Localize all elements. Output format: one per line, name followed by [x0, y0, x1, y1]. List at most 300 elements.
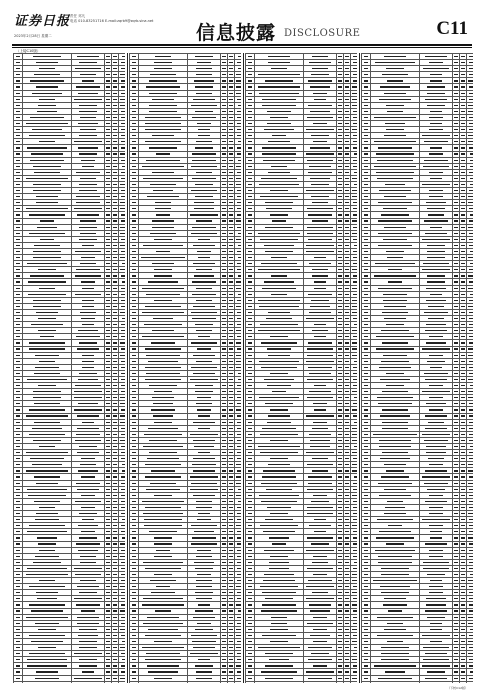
- illegible-text: [121, 568, 125, 569]
- illegible-text: [260, 586, 298, 587]
- illegible-text: [106, 178, 110, 179]
- illegible-text: [74, 568, 102, 569]
- illegible-text: [122, 470, 125, 471]
- illegible-text: [352, 434, 357, 435]
- illegible-text: [78, 470, 98, 471]
- illegible-text: [36, 202, 58, 203]
- illegible-text: [16, 604, 21, 605]
- illegible-text: [132, 361, 137, 362]
- illegible-text: [338, 68, 342, 69]
- illegible-text: [237, 598, 241, 599]
- illegible-text: [191, 635, 216, 636]
- illegible-text: [16, 531, 21, 532]
- illegible-text: [132, 166, 137, 167]
- illegible-text: [40, 336, 55, 337]
- illegible-text: [345, 507, 349, 508]
- illegible-text: [222, 440, 226, 441]
- illegible-text: [121, 220, 125, 221]
- illegible-text: [269, 537, 289, 538]
- illegible-text: [132, 525, 137, 526]
- illegible-text: [76, 336, 101, 337]
- illegible-text: [229, 610, 233, 611]
- illegible-text: [113, 166, 117, 167]
- illegible-text: [270, 641, 288, 642]
- illegible-text: [74, 99, 102, 100]
- illegible-text: [309, 604, 330, 605]
- illegible-text: [76, 483, 100, 484]
- illegible-text: [191, 483, 218, 484]
- illegible-text: [77, 623, 98, 624]
- illegible-text: [195, 385, 214, 386]
- illegible-text: [248, 312, 253, 313]
- illegible-text: [345, 428, 349, 429]
- illegible-text: [353, 610, 357, 611]
- illegible-text: [132, 556, 137, 557]
- illegible-text: [308, 80, 332, 81]
- illegible-text: [121, 525, 125, 526]
- illegible-text: [352, 93, 357, 94]
- illegible-text: [113, 440, 117, 441]
- illegible-text: [132, 355, 137, 356]
- illegible-text: [222, 513, 226, 514]
- illegible-text: [113, 464, 117, 465]
- illegible-text: [345, 306, 349, 307]
- illegible-text: [16, 251, 21, 252]
- illegible-text: [345, 647, 349, 648]
- illegible-text: [132, 68, 137, 69]
- illegible-text: [312, 330, 328, 331]
- illegible-text: [33, 257, 61, 258]
- editor-line: 责任 邓凡: [70, 14, 86, 18]
- illegible-text: [132, 409, 137, 410]
- illegible-text: [222, 93, 226, 94]
- illegible-text: [338, 550, 342, 551]
- illegible-text: [121, 172, 125, 173]
- illegible-text: [16, 635, 21, 636]
- illegible-text: [39, 141, 56, 142]
- table-row: [14, 681, 126, 683]
- illegible-text: [461, 135, 465, 136]
- illegible-text: [132, 397, 137, 398]
- illegible-text: [314, 409, 326, 410]
- illegible-text: [113, 403, 117, 404]
- illegible-text: [132, 580, 137, 581]
- illegible-text: [29, 525, 65, 526]
- illegible-text: [229, 251, 233, 252]
- illegible-text: [106, 562, 110, 563]
- illegible-text: [222, 245, 226, 246]
- illegible-text: [248, 501, 253, 502]
- illegible-text: [192, 318, 215, 319]
- illegible-text: [222, 379, 226, 380]
- illegible-text: [248, 403, 253, 404]
- illegible-text: [132, 245, 137, 246]
- illegible-text: [364, 105, 369, 106]
- illegible-text: [26, 617, 68, 618]
- illegible-text: [461, 74, 465, 75]
- illegible-text: [113, 659, 117, 660]
- illegible-text: [308, 367, 332, 368]
- table-cell: [344, 681, 351, 683]
- illegible-text: [122, 56, 125, 57]
- illegible-text: [121, 428, 125, 429]
- illegible-text: [106, 604, 110, 605]
- illegible-text: [427, 86, 445, 87]
- illegible-text: [144, 324, 181, 325]
- illegible-text: [248, 166, 253, 167]
- illegible-text: [222, 336, 226, 337]
- illegible-text: [248, 245, 253, 246]
- table-cell: [337, 681, 344, 683]
- illegible-text: [38, 543, 56, 544]
- illegible-text: [353, 513, 357, 514]
- illegible-text: [152, 135, 175, 136]
- illegible-text: [121, 458, 125, 459]
- illegible-text: [120, 415, 125, 416]
- illegible-text: [352, 86, 357, 87]
- illegible-text: [74, 678, 102, 679]
- illegible-text: [222, 306, 226, 307]
- illegible-text: [146, 355, 181, 356]
- illegible-text: [338, 312, 342, 313]
- illegible-text: [148, 671, 179, 672]
- illegible-text: [106, 93, 110, 94]
- illegible-text: [106, 324, 110, 325]
- illegible-text: [309, 62, 331, 63]
- illegible-text: [314, 99, 326, 100]
- illegible-text: [238, 233, 241, 234]
- illegible-text: [236, 239, 241, 240]
- illegible-text: [35, 367, 58, 368]
- illegible-text: [263, 470, 296, 471]
- illegible-text: [345, 342, 349, 343]
- illegible-text: [196, 288, 213, 289]
- illegible-text: [308, 476, 332, 477]
- illegible-text: [192, 281, 216, 282]
- illegible-text: [16, 129, 21, 130]
- illegible-text: [121, 214, 125, 215]
- illegible-text: [222, 257, 226, 258]
- illegible-text: [196, 556, 213, 557]
- illegible-text: [338, 147, 342, 148]
- illegible-text: [307, 623, 334, 624]
- illegible-text: [222, 495, 226, 496]
- illegible-text: [132, 659, 137, 660]
- illegible-text: [248, 178, 253, 179]
- illegible-text: [345, 123, 349, 124]
- illegible-text: [248, 665, 253, 666]
- illegible-text: [39, 361, 56, 362]
- illegible-text: [106, 330, 110, 331]
- illegible-text: [352, 129, 357, 130]
- illegible-text: [238, 56, 241, 57]
- illegible-text: [338, 93, 342, 94]
- illegible-text: [345, 105, 349, 106]
- illegible-text: [106, 367, 110, 368]
- illegible-text: [145, 659, 181, 660]
- illegible-text: [222, 123, 226, 124]
- illegible-text: [308, 294, 331, 295]
- illegible-text: [312, 202, 327, 203]
- illegible-text: [338, 604, 342, 605]
- illegible-text: [353, 214, 357, 215]
- illegible-text: [30, 160, 63, 161]
- illegible-text: [461, 105, 465, 106]
- illegible-text: [106, 220, 110, 221]
- illegible-text: [154, 68, 172, 69]
- illegible-text: [106, 379, 110, 380]
- illegible-text: [222, 172, 226, 173]
- illegible-text: [16, 598, 21, 599]
- illegible-text: [16, 403, 21, 404]
- illegible-text: [16, 452, 21, 453]
- illegible-text: [338, 556, 342, 557]
- illegible-text: [229, 574, 233, 575]
- illegible-text: [248, 464, 253, 465]
- illegible-text: [143, 178, 183, 179]
- illegible-text: [113, 257, 117, 258]
- illegible-text: [148, 428, 177, 429]
- illegible-text: [469, 93, 473, 94]
- illegible-text: [147, 617, 178, 618]
- illegible-text: [338, 342, 342, 343]
- illegible-text: [353, 458, 357, 459]
- illegible-text: [268, 141, 290, 142]
- illegible-text: [260, 239, 297, 240]
- illegible-text: [312, 68, 327, 69]
- illegible-text: [76, 269, 100, 270]
- illegible-text: [345, 604, 349, 605]
- illegible-text: [229, 562, 233, 563]
- illegible-text: [352, 348, 357, 349]
- illegible-text: [237, 227, 241, 228]
- illegible-text: [80, 312, 96, 313]
- illegible-text: [469, 56, 473, 57]
- illegible-text: [121, 550, 125, 551]
- illegible-text: [222, 598, 226, 599]
- illegible-text: [27, 379, 67, 380]
- illegible-text: [132, 160, 137, 161]
- table-cell: [235, 681, 242, 683]
- illegible-text: [80, 117, 96, 118]
- illegible-text: [222, 678, 226, 679]
- illegible-text: [36, 312, 57, 313]
- illegible-text: [265, 678, 293, 679]
- illegible-text: [353, 403, 357, 404]
- illegible-text: [132, 263, 137, 264]
- illegible-text: [259, 93, 300, 94]
- illegible-text: [248, 629, 253, 630]
- illegible-text: [198, 513, 211, 514]
- illegible-text: [461, 93, 465, 94]
- illegible-text: [229, 111, 233, 112]
- illegible-text: [121, 501, 125, 502]
- illegible-text: [33, 184, 62, 185]
- illegible-text: [354, 184, 357, 185]
- illegible-text: [338, 586, 342, 587]
- illegible-text: [338, 324, 342, 325]
- illegible-text: [454, 99, 458, 100]
- illegible-text: [222, 80, 226, 81]
- illegible-text: [353, 202, 357, 203]
- illegible-text: [132, 562, 137, 563]
- illegible-text: [345, 275, 349, 276]
- illegible-text: [106, 300, 110, 301]
- illegible-text: [106, 446, 110, 447]
- illegible-text: [236, 483, 241, 484]
- illegible-text: [132, 452, 137, 453]
- illegible-text: [353, 385, 357, 386]
- illegible-text: [237, 428, 241, 429]
- illegible-text: [79, 647, 97, 648]
- illegible-text: [121, 330, 125, 331]
- illegible-text: [352, 604, 357, 605]
- illegible-text: [311, 501, 329, 502]
- illegible-text: [113, 184, 117, 185]
- illegible-text: [16, 178, 21, 179]
- column-divider: [127, 53, 128, 683]
- illegible-text: [195, 665, 212, 666]
- illegible-text: [429, 129, 443, 130]
- illegible-text: [197, 123, 210, 124]
- illegible-text: [121, 251, 125, 252]
- illegible-text: [26, 178, 68, 179]
- illegible-text: [132, 385, 137, 386]
- illegible-text: [196, 93, 212, 94]
- illegible-text: [122, 659, 125, 660]
- illegible-text: [132, 111, 137, 112]
- illegible-text: [386, 129, 405, 130]
- illegible-text: [113, 507, 117, 508]
- illegible-text: [338, 489, 342, 490]
- illegible-text: [198, 239, 210, 240]
- illegible-text: [121, 62, 125, 63]
- issue-date: 2023年2月28日 星期二: [14, 34, 52, 38]
- illegible-text: [345, 562, 349, 563]
- illegible-text: [345, 489, 349, 490]
- illegible-text: [338, 513, 342, 514]
- illegible-text: [132, 342, 137, 343]
- illegible-text: [16, 409, 21, 410]
- illegible-text: [38, 330, 56, 331]
- illegible-text: [106, 141, 110, 142]
- illegible-text: [338, 391, 342, 392]
- illegible-text: [79, 153, 97, 154]
- illegible-text: [120, 233, 125, 234]
- illegible-text: [375, 62, 416, 63]
- illegible-text: [16, 671, 21, 672]
- illegible-text: [258, 446, 301, 447]
- illegible-text: [338, 653, 342, 654]
- illegible-text: [338, 355, 342, 356]
- illegible-text: [120, 227, 125, 228]
- illegible-text: [16, 105, 21, 106]
- illegible-text: [29, 604, 66, 605]
- illegible-text: [76, 196, 100, 197]
- illegible-text: [222, 385, 226, 386]
- illegible-text: [36, 196, 57, 197]
- illegible-text: [270, 440, 287, 441]
- illegible-text: [113, 300, 117, 301]
- illegible-text: [29, 434, 65, 435]
- illegible-text: [82, 80, 94, 81]
- illegible-text: [307, 160, 333, 161]
- illegible-text: [196, 330, 213, 331]
- illegible-text: [113, 117, 117, 118]
- illegible-text: [338, 294, 342, 295]
- illegible-text: [229, 306, 233, 307]
- illegible-text: [345, 227, 349, 228]
- illegible-text: [113, 385, 117, 386]
- illegible-text: [190, 653, 218, 654]
- illegible-text: [145, 348, 181, 349]
- illegible-text: [248, 348, 253, 349]
- illegible-text: [195, 629, 214, 630]
- illegible-text: [39, 580, 56, 581]
- illegible-text: [156, 550, 170, 551]
- illegible-text: [132, 598, 137, 599]
- illegible-text: [353, 507, 357, 508]
- illegible-text: [306, 245, 334, 246]
- illegible-text: [338, 568, 342, 569]
- illegible-text: [222, 659, 226, 660]
- illegible-text: [345, 641, 349, 642]
- illegible-text: [338, 233, 342, 234]
- illegible-text: [145, 141, 180, 142]
- illegible-text: [16, 196, 21, 197]
- illegible-text: [146, 653, 180, 654]
- illegible-text: [345, 617, 349, 618]
- illegible-text: [120, 355, 125, 356]
- illegible-text: [132, 294, 137, 295]
- illegible-text: [338, 507, 342, 508]
- illegible-text: [151, 470, 175, 471]
- illegible-text: [248, 190, 253, 191]
- illegible-text: [354, 422, 357, 423]
- illegible-text: [345, 495, 349, 496]
- illegible-text: [229, 428, 233, 429]
- table-cell: [255, 681, 304, 683]
- illegible-text: [307, 233, 333, 234]
- illegible-text: [222, 641, 226, 642]
- illegible-text: [75, 251, 102, 252]
- illegible-text: [314, 519, 326, 520]
- illegible-text: [260, 452, 299, 453]
- illegible-text: [313, 617, 326, 618]
- illegible-text: [142, 647, 183, 648]
- illegible-text: [16, 550, 21, 551]
- illegible-text: [82, 361, 94, 362]
- illegible-text: [121, 635, 125, 636]
- illegible-text: [195, 196, 212, 197]
- illegible-text: [121, 135, 125, 136]
- illegible-text: [353, 586, 357, 587]
- illegible-text: [258, 330, 299, 331]
- illegible-text: [237, 678, 241, 679]
- illegible-text: [352, 495, 357, 496]
- illegible-text: [132, 275, 137, 276]
- illegible-text: [353, 80, 357, 81]
- illegible-text: [345, 300, 349, 301]
- illegible-text: [307, 208, 334, 209]
- illegible-text: [28, 294, 66, 295]
- illegible-text: [345, 397, 349, 398]
- illegible-text: [262, 147, 295, 148]
- illegible-text: [16, 373, 21, 374]
- illegible-text: [248, 93, 253, 94]
- illegible-text: [261, 178, 297, 179]
- illegible-text: [152, 99, 174, 100]
